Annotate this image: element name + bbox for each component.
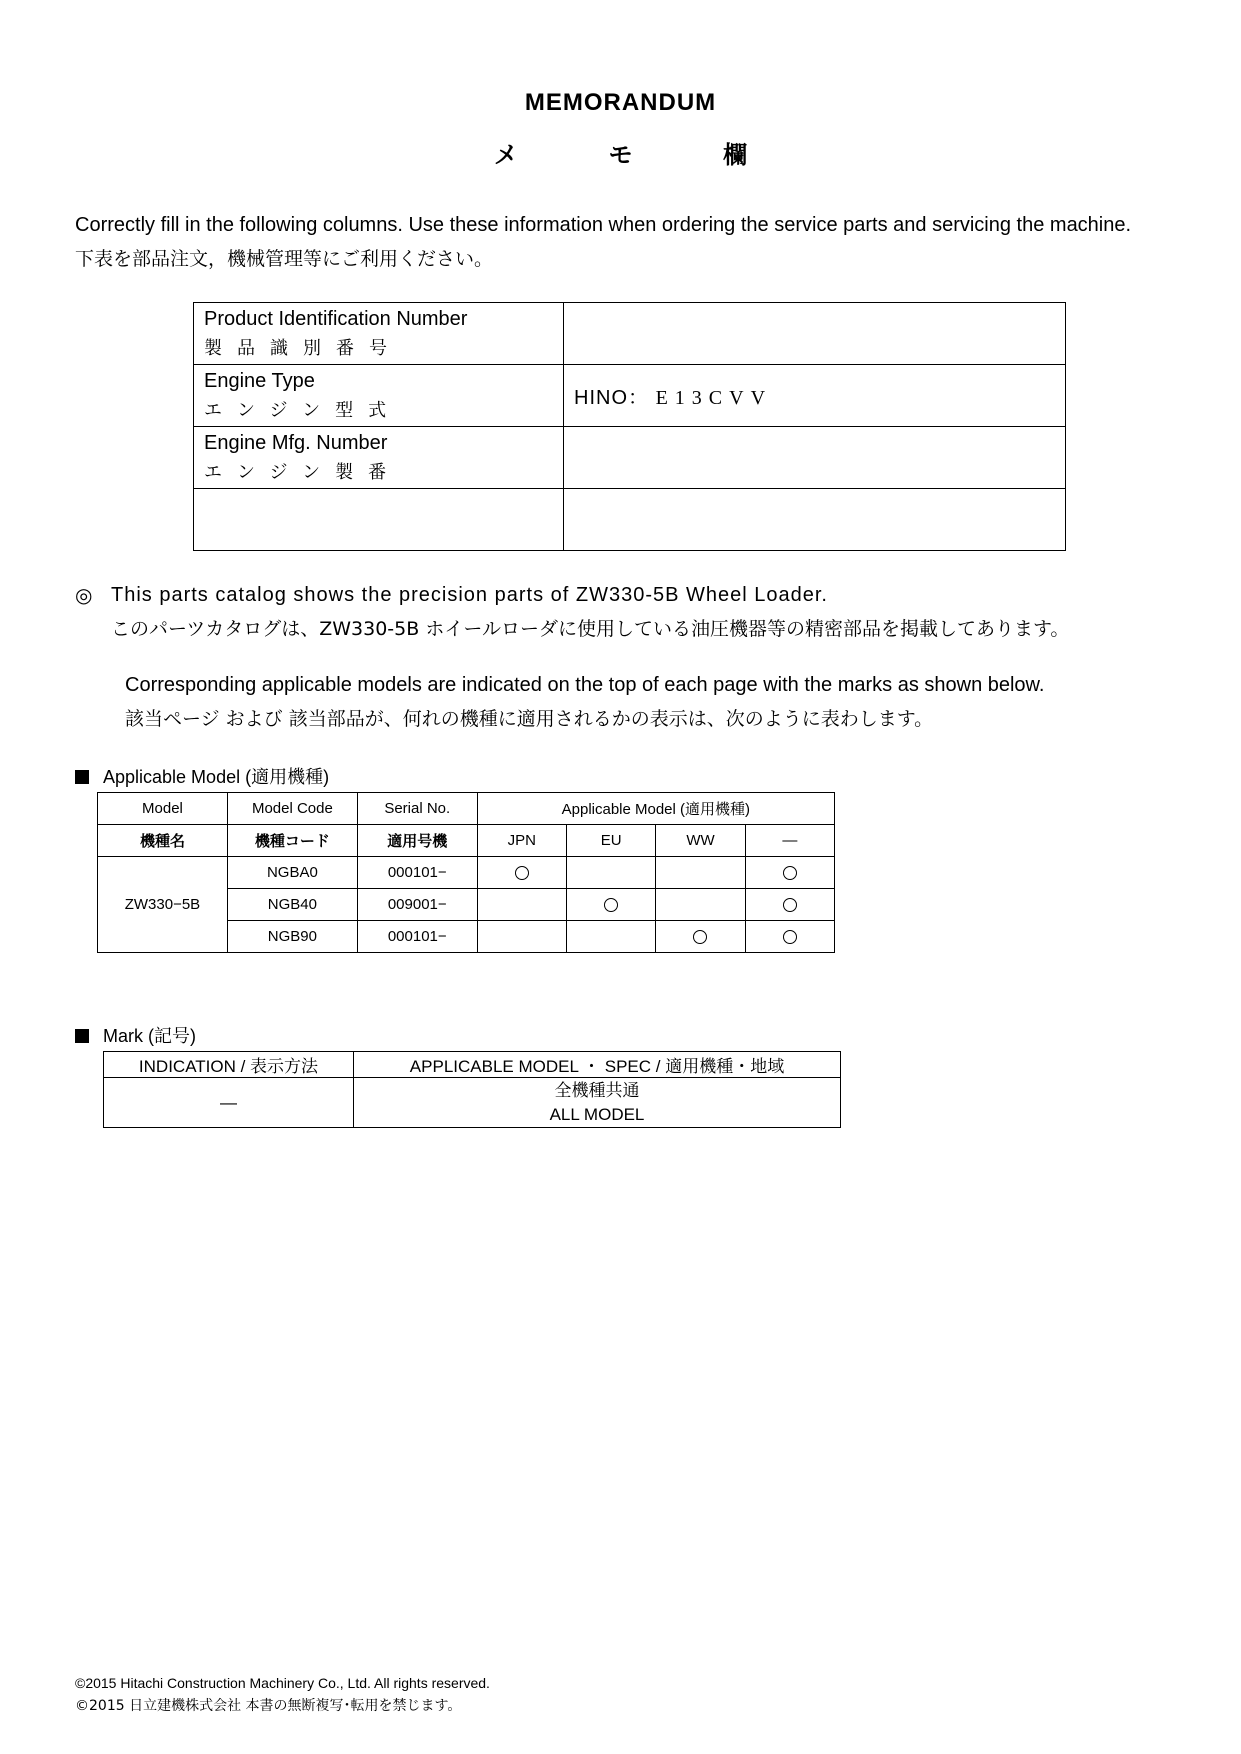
region-header-all: — [745, 825, 834, 857]
mark-cell [656, 921, 745, 953]
applicable-model-heading-text: Applicable Model (適用機種) [103, 767, 330, 787]
engine-type-value [564, 365, 1066, 427]
engine-mfg-label-ja: エンジン製番 [204, 461, 402, 483]
double-circle-icon: ◎ [75, 585, 93, 607]
engine-mfg-label: Engine Mfg. Number [204, 431, 388, 454]
mark-cell [656, 857, 745, 889]
blank-value-cell [564, 489, 1066, 551]
mark-cell [566, 889, 655, 921]
engine-type-label: Engine Type [204, 369, 315, 392]
circle-icon [783, 866, 797, 880]
info-label-cell [194, 365, 564, 427]
table-header-row [98, 793, 835, 825]
page-title-ja: メ モ 欄 [493, 142, 790, 169]
serial-cell: 009001− [357, 889, 477, 921]
mark-table [103, 1051, 841, 1128]
applicable-model-heading [75, 763, 329, 789]
corresponding-note-ja: 該当ページ および 該当部品が、何れの機種に適用されるかの表示は、次のように表わします。 [125, 708, 934, 730]
region-header-jpn: JPN [477, 825, 566, 857]
mark-cell [745, 889, 834, 921]
blank-label-cell [194, 489, 564, 551]
corresponding-note: Corresponding applicable models are indicated on the top of each page with the marks as shown below. [125, 674, 1045, 696]
table-row [194, 303, 1066, 365]
region-header-ww: WW [656, 825, 745, 857]
square-bullet-icon [75, 770, 89, 784]
serial-header-ja: 適用号機 [357, 825, 477, 857]
model-name-cell: ZW330−5B [98, 857, 228, 953]
circle-icon [515, 866, 529, 880]
square-bullet-icon [75, 1029, 89, 1043]
engine-type-label-ja: エンジン型式 [204, 399, 402, 421]
indication-cell: — [104, 1078, 354, 1128]
serial-cell: 000101− [357, 857, 477, 889]
table-row [104, 1078, 841, 1128]
machine-info-table [193, 302, 1066, 551]
table-row [98, 857, 835, 889]
mark-cell [477, 857, 566, 889]
copyright-en: ©2015 Hitachi Construction Machinery Co., Ltd. All rights reserved. [75, 1675, 490, 1691]
table-row [194, 365, 1066, 427]
table-row [194, 489, 1066, 551]
applicable-spec-cell [354, 1078, 841, 1128]
catalog-note: This parts catalog shows the precision parts of ZW330-5B Wheel Loader. [111, 584, 828, 606]
mark-cell [477, 921, 566, 953]
model-code-header-ja: 機種コード [227, 825, 357, 857]
all-model-en: ALL MODEL [549, 1104, 645, 1124]
product-id-label: Product Identification Number [204, 307, 468, 330]
engine-mfg-value [564, 427, 1066, 489]
page-title: MEMORANDUM [524, 89, 717, 116]
mark-cell [566, 921, 655, 953]
circle-icon [604, 898, 618, 912]
mark-cell [745, 857, 834, 889]
circle-icon [783, 930, 797, 944]
applicable-model-table [97, 792, 835, 953]
model-code-cell: NGB40 [227, 889, 357, 921]
circle-icon [783, 898, 797, 912]
applicable-header: Applicable Model (適用機種) [477, 793, 834, 825]
mark-cell [745, 921, 834, 953]
info-label-cell [194, 427, 564, 489]
product-id-value [564, 303, 1066, 365]
circle-icon [693, 930, 707, 944]
mark-heading [75, 1022, 196, 1048]
mark-cell [656, 889, 745, 921]
intro-text: Correctly fill in the following columns. Use these information when ordering the service parts and servicing the machine. [75, 214, 1132, 236]
model-code-cell: NGB90 [227, 921, 357, 953]
serial-cell: 000101− [357, 921, 477, 953]
info-label-cell [194, 303, 564, 365]
model-code-cell: NGBA0 [227, 857, 357, 889]
engine-maker: HINO： [574, 387, 649, 409]
applicable-spec-header: APPLICABLE MODEL ・ SPEC / 適用機種・地域 [354, 1052, 841, 1078]
table-header-row [98, 825, 835, 857]
all-model-ja: 全機種共通 [554, 1080, 640, 1100]
mark-cell [477, 889, 566, 921]
model-header: Model [98, 793, 228, 825]
mark-cell [566, 857, 655, 889]
intro-text-ja: 下表を部品注文，機械管理等にご利用ください。 [75, 248, 494, 270]
indication-header: INDICATION / 表示方法 [104, 1052, 354, 1078]
table-header-row [104, 1052, 841, 1078]
mark-heading-text: Mark (記号) [103, 1026, 196, 1046]
region-header-eu: EU [566, 825, 655, 857]
product-id-label-ja: 製品識別番号 [204, 337, 402, 359]
engine-code: E13CVV [655, 387, 773, 409]
model-code-header: Model Code [227, 793, 357, 825]
serial-header: Serial No. [357, 793, 477, 825]
table-row [194, 427, 1066, 489]
copyright-ja: ©2015 日立建機株式会社 本書の無断複写･転用を禁じます。 [75, 1698, 462, 1714]
model-header-ja: 機種名 [98, 825, 228, 857]
catalog-note-ja: このパーツカタログは、ZW330-5B ホイールローダに使用している油圧機器等の精密部品を掲載してあります。 [111, 618, 1070, 640]
